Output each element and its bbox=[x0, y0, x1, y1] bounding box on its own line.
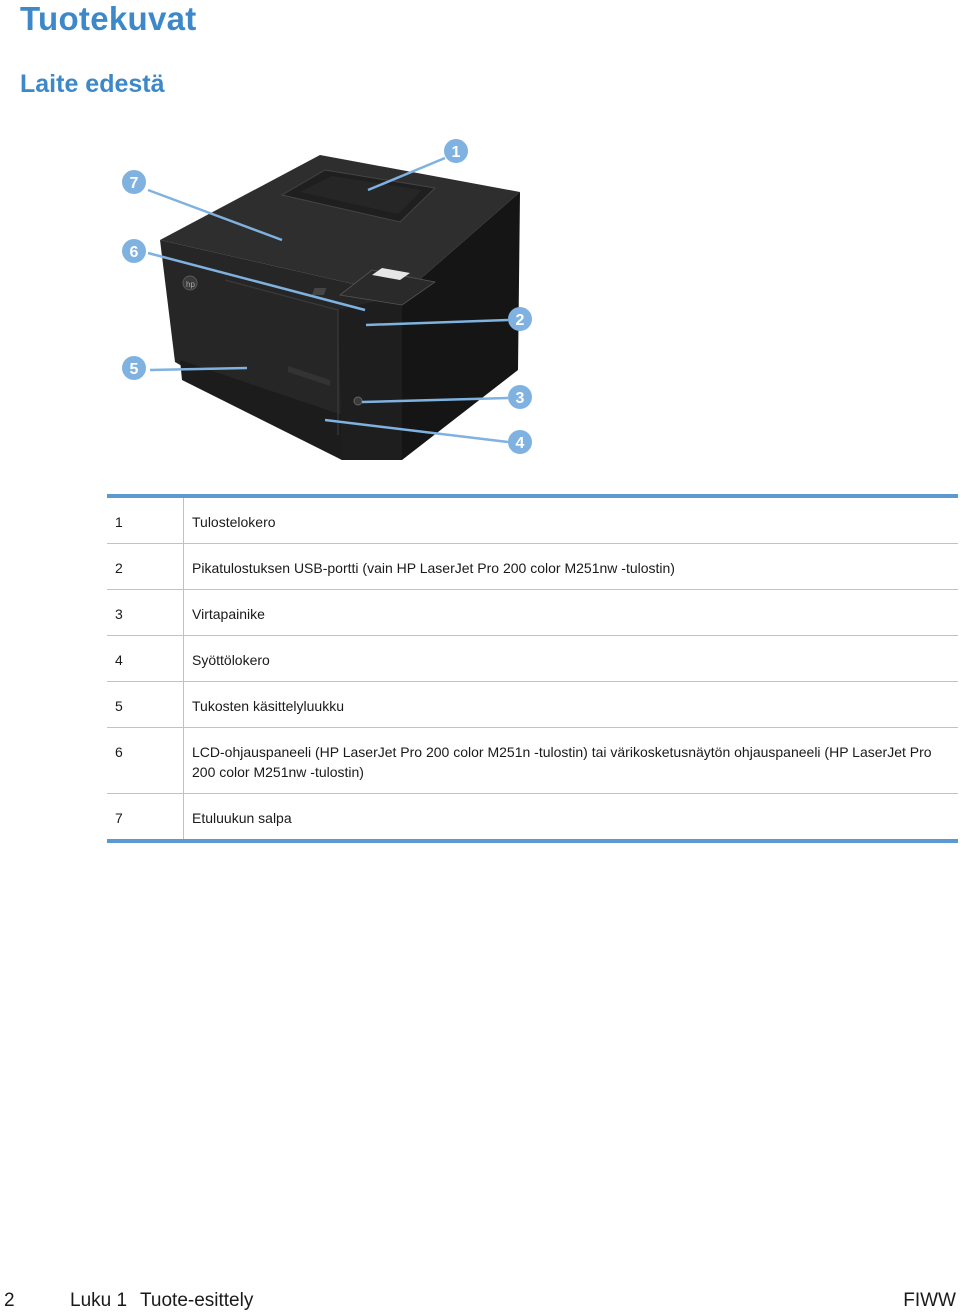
chapter-title: Tuotekuvat bbox=[20, 0, 197, 37]
callout-badge bbox=[444, 139, 468, 163]
table-row bbox=[107, 794, 958, 842]
callout-number-cell: 6 bbox=[107, 728, 184, 794]
callout-badge bbox=[122, 356, 146, 380]
table-row bbox=[107, 496, 958, 544]
callout-number-cell: 3 bbox=[107, 590, 184, 636]
callout-number: 3 bbox=[515, 390, 525, 407]
callout-number: 7 bbox=[129, 175, 139, 192]
svg-text:hp: hp bbox=[186, 280, 195, 289]
table-row bbox=[107, 728, 958, 794]
callout-number: 5 bbox=[129, 361, 139, 378]
callout-description-cell: Pikatulostuksen USB-portti (vain HP LaserJet Pro 200 color M251nw -tulostin) bbox=[184, 544, 959, 590]
callout-number: 6 bbox=[129, 244, 139, 261]
table-row bbox=[107, 682, 958, 728]
table-row bbox=[107, 636, 958, 682]
printer-body bbox=[160, 155, 520, 460]
callout-number-cell: 1 bbox=[107, 496, 184, 544]
callout-badge bbox=[508, 385, 532, 409]
callout-legend-table bbox=[107, 494, 958, 843]
page-footer bbox=[0, 1288, 960, 1316]
callout-description-cell: LCD-ohjauspaneeli (HP LaserJet Pro 200 color M251n -tulostin) tai värikosketusnäytön ohjauspaneeli (HP LaserJet Pro 200 color M251nw -tulostin) bbox=[184, 728, 959, 794]
callout-description-cell: Virtapainike bbox=[184, 590, 959, 636]
callout-number: 4 bbox=[515, 435, 525, 452]
callout-number: 1 bbox=[451, 144, 461, 161]
chapter-label: Luku 1 bbox=[70, 1290, 128, 1311]
callout-number: 2 bbox=[515, 312, 525, 329]
callout-number-cell: 2 bbox=[107, 544, 184, 590]
printer-front-illustration bbox=[110, 130, 560, 470]
table-row bbox=[107, 544, 958, 590]
table-row bbox=[107, 590, 958, 636]
callout-badge bbox=[508, 307, 532, 331]
callout-badge bbox=[122, 170, 146, 194]
callout-number-cell: 5 bbox=[107, 682, 184, 728]
callout-description-cell: Etuluukun salpa bbox=[192, 810, 292, 826]
page-number: 2 bbox=[4, 1290, 15, 1311]
callout-badge bbox=[508, 430, 532, 454]
callout-description-cell: Tulostelokero bbox=[184, 496, 959, 544]
callout-description-cell: Tukosten käsittelyluukku bbox=[184, 682, 959, 728]
document-code: FIWW bbox=[903, 1290, 956, 1311]
callout-number-cell: 4 bbox=[107, 636, 184, 682]
callout-badge bbox=[122, 239, 146, 263]
callout-description-cell: Syöttölokero bbox=[184, 636, 959, 682]
callout-number-cell: 7 bbox=[107, 794, 184, 842]
section-title: Laite edestä bbox=[20, 70, 165, 98]
chapter-name: Tuote-esittely bbox=[140, 1290, 254, 1311]
